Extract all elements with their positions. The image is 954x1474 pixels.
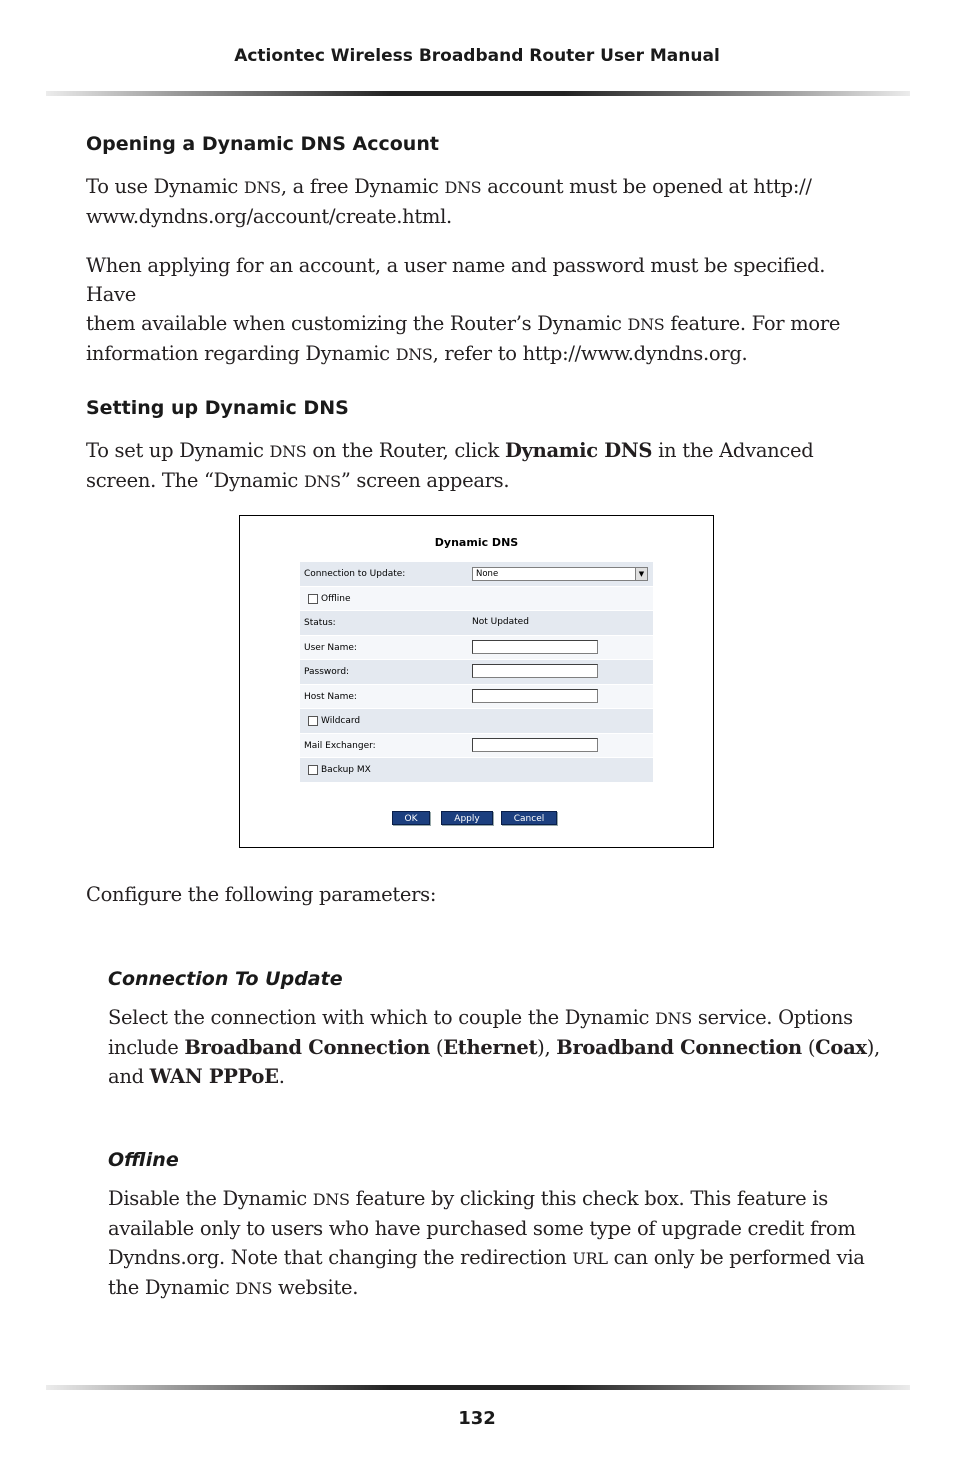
page-number: 132 — [458, 1408, 496, 1429]
heading-setting-up: Setting up Dynamic DNS — [86, 397, 349, 419]
username-label: User Name: — [304, 642, 357, 653]
hostname-label: Host Name: — [304, 691, 357, 702]
backup-mx-label: Backup MX — [321, 765, 371, 775]
heading-offline: Offline — [108, 1149, 179, 1171]
offline-checkbox[interactable] — [308, 594, 318, 604]
dns-form — [300, 562, 653, 783]
row-status — [300, 611, 653, 636]
password-label: Password: — [304, 667, 350, 677]
mail-exchanger-label: Mail Exchanger: — [304, 740, 376, 751]
status-label: Status: — [304, 618, 336, 628]
username-input[interactable] — [472, 640, 598, 654]
mail-exchanger-input[interactable] — [472, 738, 598, 752]
row-mail-exchanger — [300, 734, 653, 759]
paragraph-open-account: To use Dynamic DNS, a free Dynamic DNS account must be opened at http:// www.dyndns.org/account/create.html. — [86, 175, 812, 228]
heading-connection-to-update: Connection To Update — [108, 968, 343, 990]
status-value: Not Updated — [472, 617, 529, 627]
offline-label: Offline — [321, 593, 351, 604]
row-hostname — [300, 685, 653, 710]
row-backup-mx — [300, 758, 653, 783]
apply-button[interactable]: Apply — [441, 811, 493, 825]
backup-mx-checkbox[interactable] — [308, 765, 318, 775]
header-rule — [46, 91, 910, 96]
connection-label: Connection to Update: — [304, 569, 406, 579]
paragraph-account-credentials: When applying for an account, a user name and password must be specified. Have them available when customizing the Router’s Dynamic DNS feature. For more information regarding Dynamic DNS, refer to http://www.dyndns.org. — [86, 254, 841, 365]
hostname-input[interactable] — [472, 689, 598, 703]
connection-select[interactable]: None ▼ — [472, 567, 648, 581]
footer-rule — [46, 1385, 910, 1390]
heading-opening-account: Opening a Dynamic DNS Account — [86, 133, 439, 155]
row-wildcard — [300, 709, 653, 734]
row-connection — [300, 562, 653, 587]
chevron-down-icon[interactable]: ▼ — [635, 568, 647, 580]
paragraph-offline: Disable the Dynamic DNS feature by clicking this check box. This feature is available only to users who have purchased some type of upgrade credit from Dyndns.org. Note that changing the redirection URL can only be performed via the Dynamic DNS website. — [108, 1187, 865, 1299]
ok-button[interactable]: OK — [392, 811, 430, 825]
paragraph-connection-to-update: Select the connection with which to couple the Dynamic DNS service. Options include Broadband Connection (Ethernet), Broadband Connection (Coax), and WAN PPPoE. — [108, 1006, 880, 1088]
screen-title: Dynamic DNS — [434, 536, 519, 549]
wildcard-label: Wildcard — [321, 716, 361, 726]
paragraph-setup-instructions: To set up Dynamic DNS on the Router, click Dynamic DNS in the Advanced screen. The “Dynamic DNS” screen appears. — [86, 439, 814, 492]
row-username — [300, 636, 653, 661]
row-offline — [300, 587, 653, 612]
running-header: Actiontec Wireless Broadband Router User Manual — [234, 46, 720, 66]
configure-intro: Configure the following parameters: — [86, 883, 437, 906]
row-password — [300, 660, 653, 685]
cancel-button[interactable]: Cancel — [501, 811, 557, 825]
wildcard-checkbox[interactable] — [308, 716, 318, 726]
dynamic-dns-screenshot — [239, 515, 714, 848]
password-input[interactable] — [472, 664, 598, 678]
